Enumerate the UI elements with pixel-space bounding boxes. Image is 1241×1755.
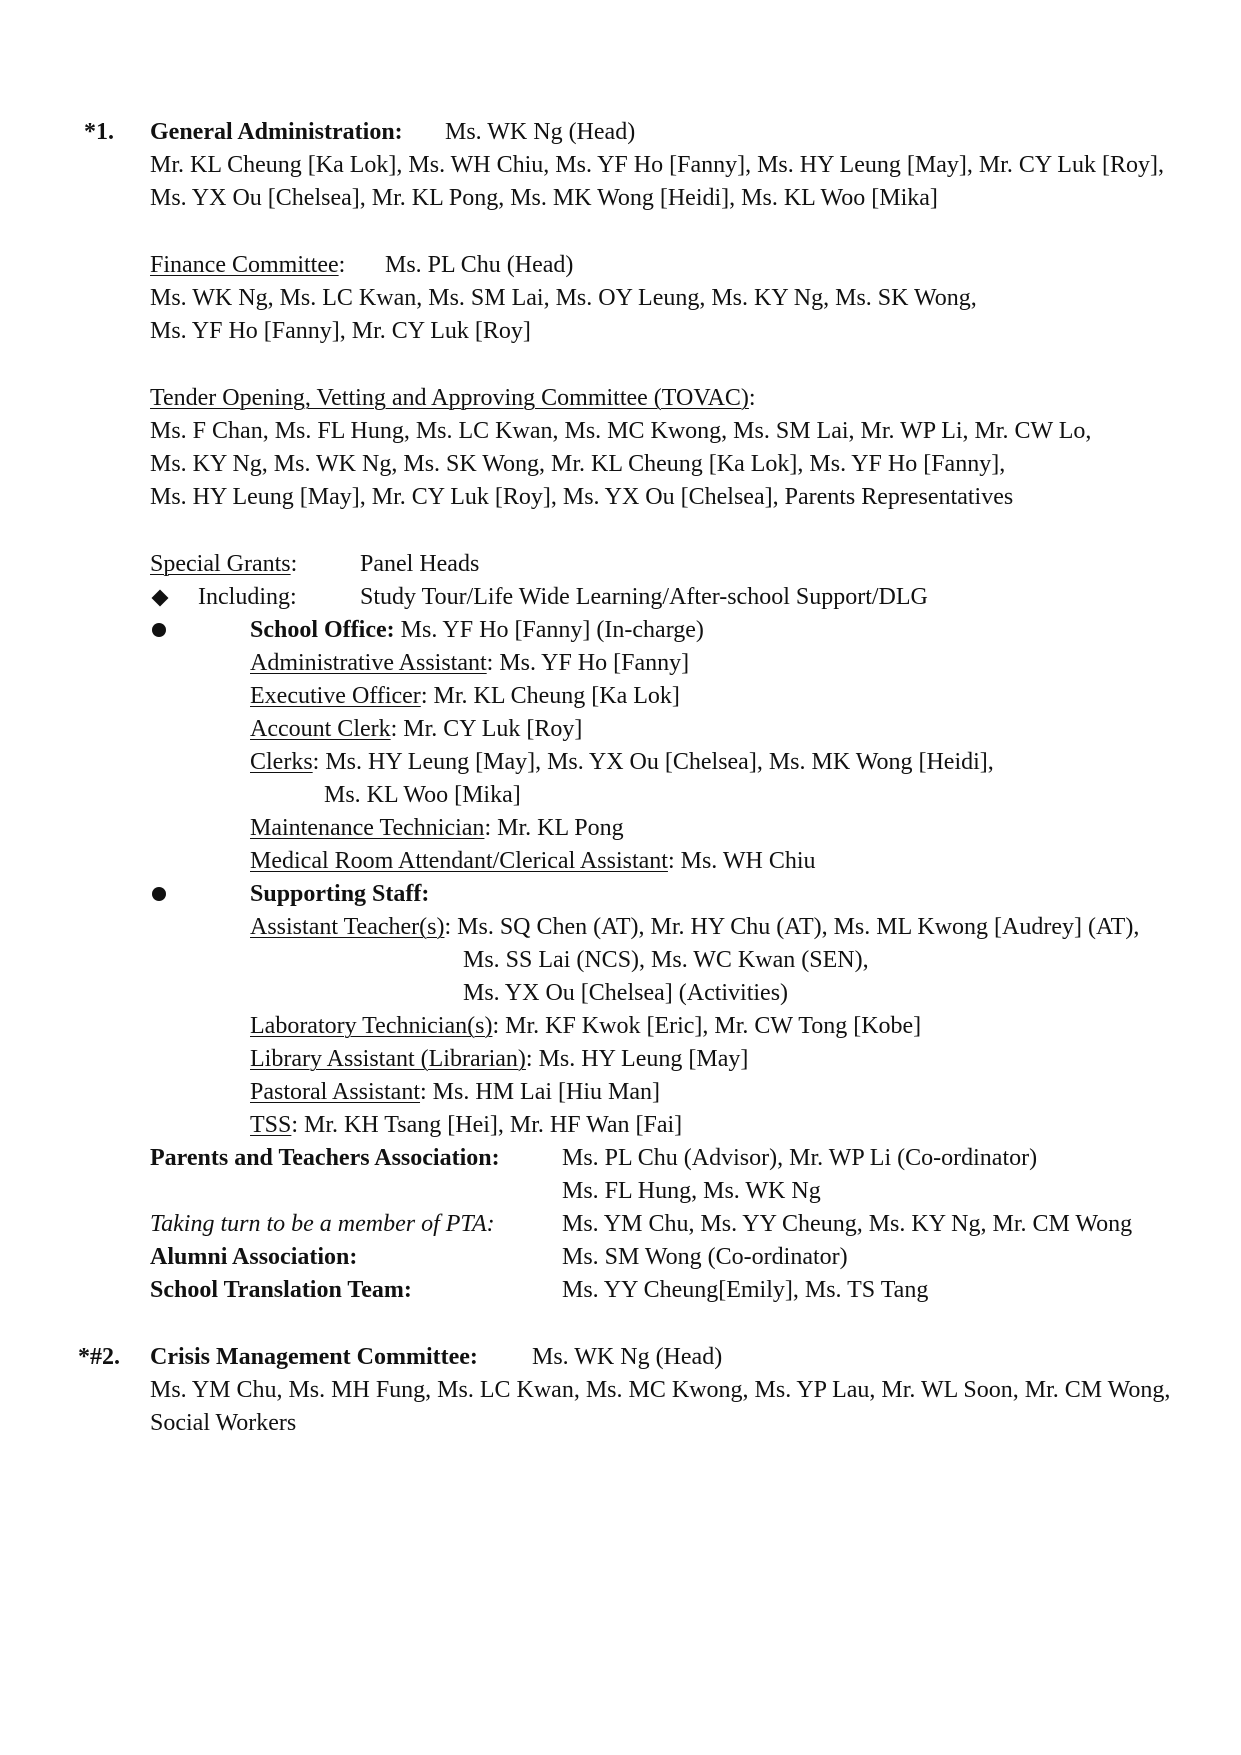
- role-label: Administrative Assistant: [250, 650, 487, 676]
- role-label: Library Assistant (Librarian): [250, 1046, 526, 1072]
- section-title: Crisis Management Committee:: [150, 1344, 478, 1370]
- member-line: Ms. KY Ng, Ms. WK Ng, Ms. SK Wong, Mr. KL Cheung [Ka Lok], Ms. YF Ho [Fanny],: [150, 451, 1006, 477]
- diamond-bullet-icon: [152, 590, 169, 607]
- alumni-value: Ms. SM Wong (Co-ordinator): [562, 1244, 848, 1270]
- role-label: Executive Officer: [250, 683, 421, 709]
- grants-heading: [150, 549, 297, 579]
- role-label: Medical Room Attendant/Clerical Assistant: [250, 848, 668, 874]
- role-line: [250, 1077, 660, 1107]
- role-line: [250, 714, 582, 744]
- round-bullet-icon: [152, 887, 166, 901]
- role-label: Maintenance Technician: [250, 815, 485, 841]
- role-line: [250, 846, 816, 876]
- member-line: Ms. F Chan, Ms. FL Hung, Ms. LC Kwan, Ms. MC Kwong, Ms. SM Lai, Mr. WP Li, Mr. CW Lo,: [150, 418, 1092, 444]
- role-line: [250, 648, 689, 678]
- role-value: : Ms. WH Chiu: [667, 848, 816, 874]
- role-value: : Ms. HY Leung [May]: [525, 1046, 749, 1072]
- role-value: : Mr. KF Kwok [Eric], Mr. CW Tong [Kobe]: [492, 1013, 922, 1039]
- school-office-title: School Office:: [250, 617, 395, 643]
- section-title: General Administration:: [150, 119, 403, 145]
- member-line: Ms. YX Ou [Chelsea], Mr. KL Pong, Ms. MK Wong [Heidi], Ms. KL Woo [Mika]: [150, 185, 938, 211]
- member-line: Social Workers: [150, 1410, 297, 1436]
- role-line: [250, 912, 1139, 942]
- role-line: [250, 1044, 748, 1074]
- translation-value: Ms. YY Cheung[Emily], Ms. TS Tang: [562, 1277, 929, 1303]
- role-label: Pastoral Assistant: [250, 1079, 421, 1105]
- role-value: : Mr. KL Cheung [Ka Lok]: [420, 683, 680, 709]
- section-number: *#2.: [78, 1344, 120, 1370]
- role-label: TSS: [250, 1112, 292, 1138]
- role-line: [250, 813, 624, 843]
- colon: :: [290, 551, 298, 577]
- role-label: Account Clerk: [250, 716, 391, 742]
- colon: :: [748, 385, 756, 411]
- role-continuation: Ms. KL Woo [Mika]: [324, 782, 521, 808]
- section-head: Ms. WK Ng (Head): [445, 119, 636, 145]
- finance-heading: [150, 250, 345, 280]
- section-number: *1.: [84, 119, 114, 145]
- member-line: Mr. KL Cheung [Ka Lok], Ms. WH Chiu, Ms. YF Ho [Fanny], Ms. HY Leung [May], Mr. CY Luk [Roy],: [150, 152, 1164, 178]
- role-line: [250, 681, 680, 711]
- role-continuation: Ms. YX Ou [Chelsea] (Activities): [463, 980, 789, 1006]
- grants-label: Special Grants: [150, 551, 291, 577]
- section-head: Ms. WK Ng (Head): [532, 1344, 723, 1370]
- finance-label: Finance Committee: [150, 252, 339, 278]
- pta-value: Ms. PL Chu (Advisor), Mr. WP Li (Co-ordinator): [562, 1145, 1038, 1171]
- including-value: Study Tour/Life Wide Learning/After-school Support/DLG: [360, 584, 928, 610]
- role-label: Clerks: [250, 749, 313, 775]
- tovac-label: Tender Opening, Vetting and Approving Committee (TOVAC): [150, 385, 749, 411]
- role-value: : Mr. KL Pong: [484, 815, 624, 841]
- role-continuation: Ms. SS Lai (NCS), Ms. WC Kwan (SEN),: [463, 947, 869, 973]
- member-line: Ms. WK Ng, Ms. LC Kwan, Ms. SM Lai, Ms. OY Leung, Ms. KY Ng, Ms. SK Wong,: [150, 285, 977, 311]
- round-bullet-icon: [152, 623, 166, 637]
- role-value: : Ms. YF Ho [Fanny]: [486, 650, 690, 676]
- alumni-label: Alumni Association:: [150, 1244, 358, 1270]
- pta-label: Parents and Teachers Association:: [150, 1145, 500, 1171]
- member-line: Ms. YM Chu, Ms. MH Fung, Ms. LC Kwan, Ms. MC Kwong, Ms. YP Lau, Mr. WL Soon, Mr. CM Wong,: [150, 1377, 1171, 1403]
- finance-head: Ms. PL Chu (Head): [385, 252, 574, 278]
- pta-value: Ms. FL Hung, Ms. WK Ng: [562, 1178, 821, 1204]
- school-office-incharge: Ms. YF Ho [Fanny] (In-charge): [394, 617, 704, 643]
- role-value: : Ms. SQ Chen (AT), Mr. HY Chu (AT), Ms. ML Kwong [Audrey] (AT),: [444, 914, 1140, 940]
- including-label: Including:: [198, 584, 297, 610]
- school-office-heading: [250, 615, 704, 645]
- pta-turn-label: Taking turn to be a member of PTA:: [150, 1211, 495, 1237]
- tovac-heading: [150, 383, 756, 413]
- grants-value: Panel Heads: [360, 551, 480, 577]
- role-value: : Ms. HM Lai [Hiu Man]: [420, 1079, 660, 1105]
- role-label: Assistant Teacher(s): [250, 914, 445, 940]
- supporting-staff-title: Supporting Staff:: [250, 881, 430, 907]
- colon: :: [338, 252, 346, 278]
- translation-label: School Translation Team:: [150, 1277, 412, 1303]
- role-line: [250, 1011, 921, 1041]
- role-value: : Mr. CY Luk [Roy]: [390, 716, 583, 742]
- member-line: Ms. YF Ho [Fanny], Mr. CY Luk [Roy]: [150, 318, 531, 344]
- role-line: [250, 747, 994, 777]
- role-value: : Mr. KH Tsang [Hei], Mr. HF Wan [Fai]: [291, 1112, 683, 1138]
- member-line: Ms. HY Leung [May], Mr. CY Luk [Roy], Ms. YX Ou [Chelsea], Parents Representatives: [150, 484, 1014, 510]
- role-label: Laboratory Technician(s): [250, 1013, 493, 1039]
- role-line: [250, 1110, 682, 1140]
- role-value: : Ms. HY Leung [May], Ms. YX Ou [Chelsea], Ms. MK Wong [Heidi],: [312, 749, 994, 775]
- pta-turn-value: Ms. YM Chu, Ms. YY Cheung, Ms. KY Ng, Mr. CM Wong: [562, 1211, 1133, 1237]
